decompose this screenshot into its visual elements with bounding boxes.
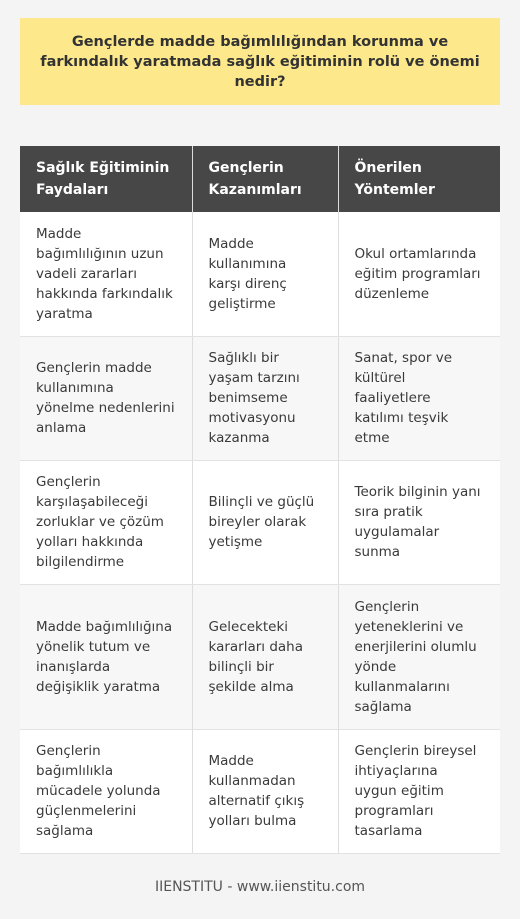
table-cell: Gençlerin bağımlılıkla mücadele yolunda güçlenmelerini sağlama xyxy=(20,729,192,853)
benefits-table-container xyxy=(20,146,500,854)
table-cell: Okul ortamlarında eğitim programları düzenleme xyxy=(338,212,500,336)
table-cell: Bilinçli ve güçlü bireyler olarak yetişme xyxy=(192,460,338,584)
column-header-gains: Gençlerin Kazanımları xyxy=(192,146,338,212)
table-row xyxy=(20,729,500,853)
table-cell: Gençlerin madde kullanımına yönelme nedenlerini anlama xyxy=(20,336,192,460)
page-title: Gençlerde madde bağımlılığından korunma ve farkındalık yaratmada sağlık eğitiminin rolü ve önemi nedir? xyxy=(40,33,480,90)
table-cell: Gençlerin yeteneklerini ve enerjilerini olumlu yönde kullanmalarını sağlama xyxy=(338,584,500,729)
table-row xyxy=(20,584,500,729)
column-header-methods: Önerilen Yöntemler xyxy=(338,146,500,212)
table-row xyxy=(20,460,500,584)
table-cell: Gençlerin bireysel ihtiyaçlarına uygun eğitim programları tasarlama xyxy=(338,729,500,853)
table-cell: Gelecekteki kararları daha bilinçli bir şekilde alma xyxy=(192,584,338,729)
table-cell: Madde bağımlılığına yönelik tutum ve inanışlarda değişiklik yaratma xyxy=(20,584,192,729)
benefits-table xyxy=(20,146,500,854)
table-cell: Gençlerin karşılaşabileceği zorluklar ve çözüm yolları hakkında bilgilendirme xyxy=(20,460,192,584)
table-cell: Sağlıklı bir yaşam tarzını benimseme motivasyonu kazanma xyxy=(192,336,338,460)
table-cell: Sanat, spor ve kültürel faaliyetlere katılımı teşvik etme xyxy=(338,336,500,460)
table-row xyxy=(20,212,500,336)
table-cell: Madde kullanmadan alternatif çıkış yolları bulma xyxy=(192,729,338,853)
table-header-row xyxy=(20,146,500,212)
table-cell: Madde bağımlılığının uzun vadeli zararları hakkında farkındalık yaratma xyxy=(20,212,192,336)
table-row xyxy=(20,336,500,460)
column-header-benefits: Sağlık Eğitiminin Faydaları xyxy=(20,146,192,212)
table-cell: Teorik bilginin yanı sıra pratik uygulamalar sunma xyxy=(338,460,500,584)
title-banner xyxy=(20,18,500,105)
table-cell: Madde kullanımına karşı direnç geliştirme xyxy=(192,212,338,336)
footer-attribution: IIENSTITU - www.iienstitu.com xyxy=(154,879,366,895)
